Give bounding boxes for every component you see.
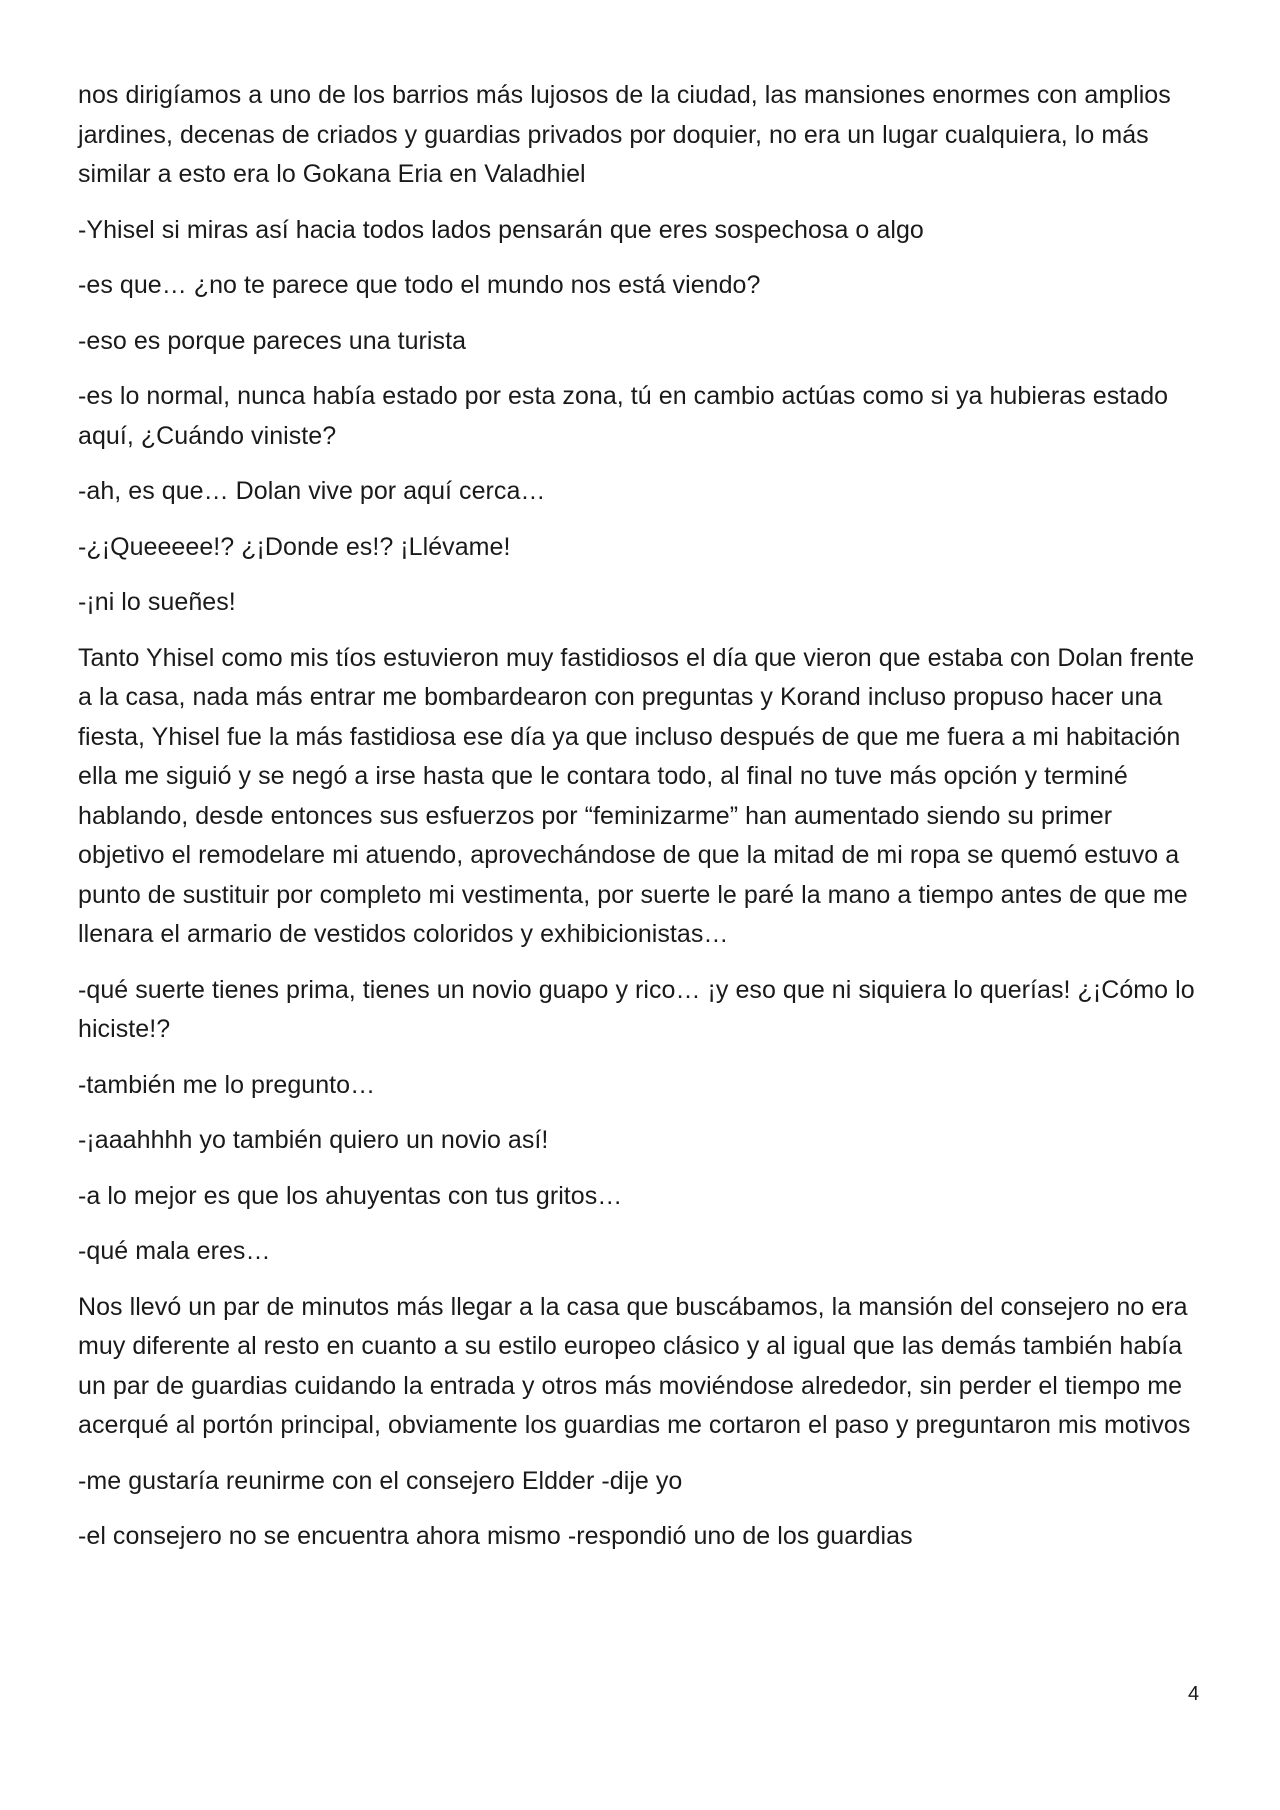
paragraph-dialogue-wonder: -también me lo pregunto… <box>78 1070 376 1099</box>
paragraph-dialogue-mean: -qué mala eres… <box>78 1237 271 1265</box>
paragraph-dialogue-suspicious: -Yhisel si miras así hacia todos lados pensarán que eres sospechosa o algo <box>78 215 924 244</box>
paragraph-dialogue-watching: -es que… ¿no te parece que todo el mundo nos está viendo? <box>78 271 761 299</box>
paragraph-dialogue-meet-eldder: -me gustaría reunirme con el consejero Eldder -dije yo <box>78 1466 683 1495</box>
paragraph-dialogue-want-boyfriend: -¡aaahhhh yo también quiero un novio así! <box>78 1126 549 1154</box>
paragraph-dialogue-dolan-lives: -ah, es que… Dolan vive por aquí cerca… <box>78 477 546 505</box>
paragraph-dialogue-when-came: -es lo normal, nunca había estado por esta zona, tú en cambio actúas como si ya hubieras estado aquí, ¿Cuándo viniste? <box>78 382 1169 450</box>
page-number: 4 <box>1188 1683 1200 1705</box>
paragraph-narration-district: nos dirigíamos a uno de los barrios más lujosos de la ciudad, las mansiones enormes con amplios jardines, decenas de criados y guardias privados por doquier, no era un lugar cualquiera, lo más similar a esto era lo Gokana Eria en Valadhiel <box>78 81 1171 188</box>
paragraph-dialogue-guard-reply: -el consejero no se encuentra ahora mismo -respondió uno de los guardias <box>78 1522 913 1550</box>
paragraph-dialogue-dont-dream: -¡ni lo sueñes! <box>78 588 236 616</box>
paragraph-narration-mansion: Nos llevó un par de minutos más llegar a la casa que buscábamos, la mansión del consejero no era muy diferente al resto en cuanto a su estilo europeo clásico y al igual que las demás también había un par de guardias cuidando la entrada y otros más moviéndose alrededor, sin perder el tiempo me acerqué al portón principal, obviamente los guardias me cortaron el paso y preguntaron mis motivos <box>78 1292 1191 1439</box>
paragraph-dialogue-lucky-cousin: -qué suerte tienes prima, tienes un novio guapo y rico… ¡y eso que ni siquiera lo querías! ¿¡Cómo lo hiciste!? <box>78 975 1195 1043</box>
paragraph-narration-yhisel: Tanto Yhisel como mis tíos estuvieron muy fastidiosos el día que vieron que estaba con Dolan frente a la casa, nada más entrar me bombardearon con preguntas y Korand incluso propuso hacer una fiesta, Yhisel fue la más fastidiosa ese día ya que incluso después de que me fuera a mi habitación ella me siguió y se negó a irse hasta que le contara todo, al final no tuve más opción y terminé hablando, desde entonces sus esfuerzos por “feminizarme” han aumentado siendo su primer objetivo el remodelare mi atuendo, aprovechándose de que la mitad de mi ropa se quemó estuvo a punto de sustituir por completo mi vestimenta, por suerte le paré la mano a tiempo antes de que me llenara el armario de vestidos coloridos y exhibicionistas… <box>78 643 1195 948</box>
paragraph-dialogue-tourist: -eso es porque pareces una turista <box>78 326 467 355</box>
paragraph-dialogue-screams: -a lo mejor es que los ahuyentas con tus gritos… <box>78 1181 623 1210</box>
document-body <box>78 76 1202 1573</box>
paragraph-dialogue-take-me: -¿¡Queeeee!? ¿¡Donde es!? ¡Llévame! <box>78 532 511 561</box>
